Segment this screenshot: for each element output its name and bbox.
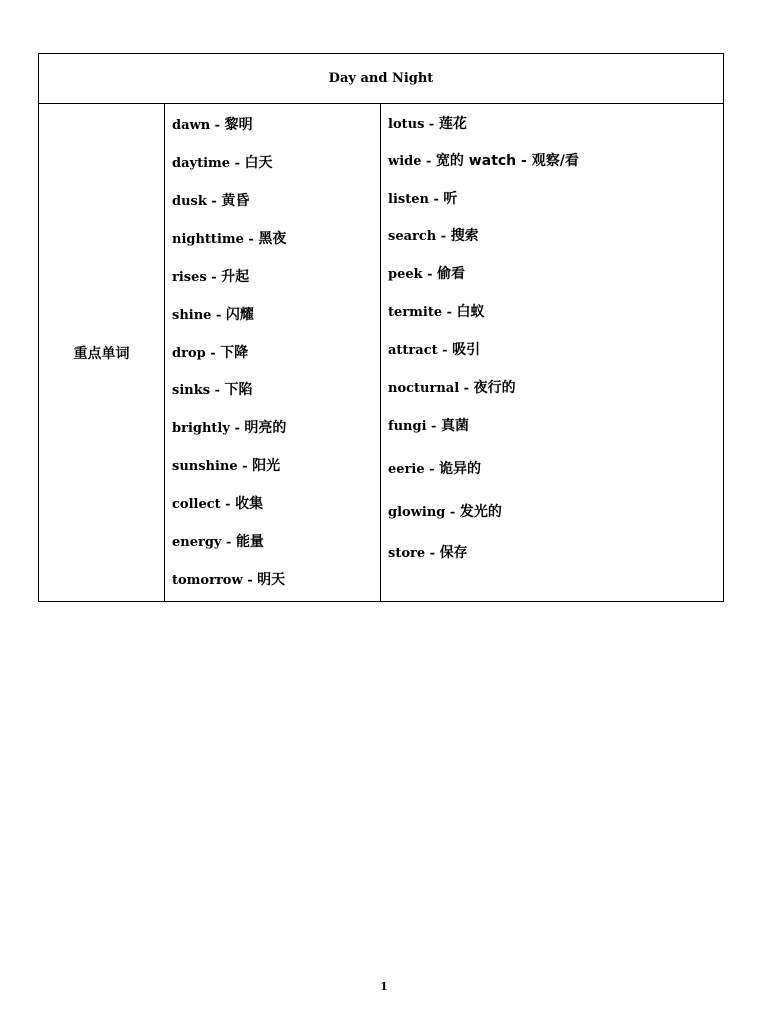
english-word: fungi - (388, 419, 441, 434)
vocab-entry (388, 379, 516, 398)
chinese-translation: 莲花 (438, 116, 467, 132)
vocab-entry (172, 419, 286, 438)
chinese-translation: 闪耀 (225, 307, 254, 323)
vocab-entry (388, 190, 457, 209)
vocab-column-left (165, 104, 381, 601)
page-number: 1 (380, 980, 388, 993)
chinese-translation: 黄昏 (221, 193, 250, 209)
english-word: search - (388, 229, 451, 244)
english-word: attract - (388, 343, 453, 358)
chinese-translation: 下降 (220, 345, 249, 361)
vocab-entry (172, 192, 249, 211)
english-word: termite - (388, 305, 457, 320)
vocab-entry (172, 495, 263, 514)
chinese-translation: 下陷 (224, 382, 253, 398)
chinese-translation: 听 (443, 191, 458, 207)
vocab-entry (172, 306, 254, 325)
english-word: energy - (172, 535, 236, 550)
english-word: nocturnal - (388, 381, 474, 396)
vocab-entry (388, 115, 467, 134)
chinese-translation: 吸引 (452, 342, 481, 358)
chinese-translation: 升起 (221, 269, 250, 285)
english-word: listen - (388, 192, 444, 207)
vocab-entry (172, 344, 248, 363)
vocab-entry (172, 533, 264, 552)
table-title: Day and Night (39, 54, 723, 104)
english-word: sinks - (172, 383, 225, 398)
vocabulary-table (38, 53, 724, 602)
english-word: store - (388, 546, 440, 561)
english-word: sunshine - (172, 459, 253, 474)
vocab-entry (172, 381, 252, 400)
vocab-column-right (381, 104, 723, 601)
chinese-translation: 白天 (244, 155, 273, 171)
vocab-entry (388, 227, 479, 246)
vocab-entry (388, 544, 468, 563)
chinese-translation: 诡异的 (439, 461, 482, 477)
row-label: 重点单词 (39, 104, 165, 601)
vocab-entry (388, 152, 579, 171)
english-word: eerie - (388, 462, 440, 477)
chinese-translation: 明亮的 (244, 420, 287, 436)
chinese-translation: 白蚁 (456, 304, 485, 320)
chinese-translation: 保存 (439, 545, 468, 561)
vocab-entry (388, 417, 469, 436)
english-word: glowing - (388, 505, 460, 520)
vocab-entry (388, 503, 502, 522)
vocab-entry (172, 268, 249, 287)
english-word: daytime - (172, 156, 245, 171)
english-word: dawn - (172, 118, 225, 133)
english-word: shine - (172, 308, 226, 323)
chinese-translation: 偷看 (437, 266, 466, 282)
english-word: collect - (172, 497, 236, 512)
english-word: dusk - (172, 194, 222, 209)
vocab-entry (172, 154, 272, 173)
vocab-entry (172, 116, 253, 135)
english-word: drop - (172, 346, 221, 361)
vocab-entry (388, 265, 465, 284)
chinese-translation: 宽的 watch - 观察/看 (435, 153, 579, 169)
english-word: lotus - (388, 117, 439, 132)
chinese-translation: 收集 (235, 496, 264, 512)
vocab-entry (172, 457, 280, 476)
chinese-translation: 能量 (235, 534, 264, 550)
chinese-translation: 阳光 (252, 458, 281, 474)
chinese-translation: 明天 (257, 572, 286, 588)
vocab-entry (388, 341, 480, 360)
vocab-entry (172, 230, 286, 249)
chinese-translation: 发光的 (459, 504, 502, 520)
english-word: tomorrow - (172, 573, 258, 588)
vocab-entry (388, 460, 481, 479)
chinese-translation: 真菌 (440, 418, 469, 434)
english-word: brightly - (172, 421, 245, 436)
english-word: nighttime - (172, 232, 259, 247)
vocab-entry (172, 571, 285, 590)
chinese-translation: 黎明 (224, 117, 253, 133)
chinese-translation: 夜行的 (473, 380, 516, 396)
chinese-translation: 黑夜 (258, 231, 287, 247)
english-word: peek - (388, 267, 438, 282)
english-word: rises - (172, 270, 222, 285)
vocab-entry (388, 303, 485, 322)
english-word: wide - (388, 154, 436, 169)
chinese-translation: 搜索 (450, 228, 479, 244)
